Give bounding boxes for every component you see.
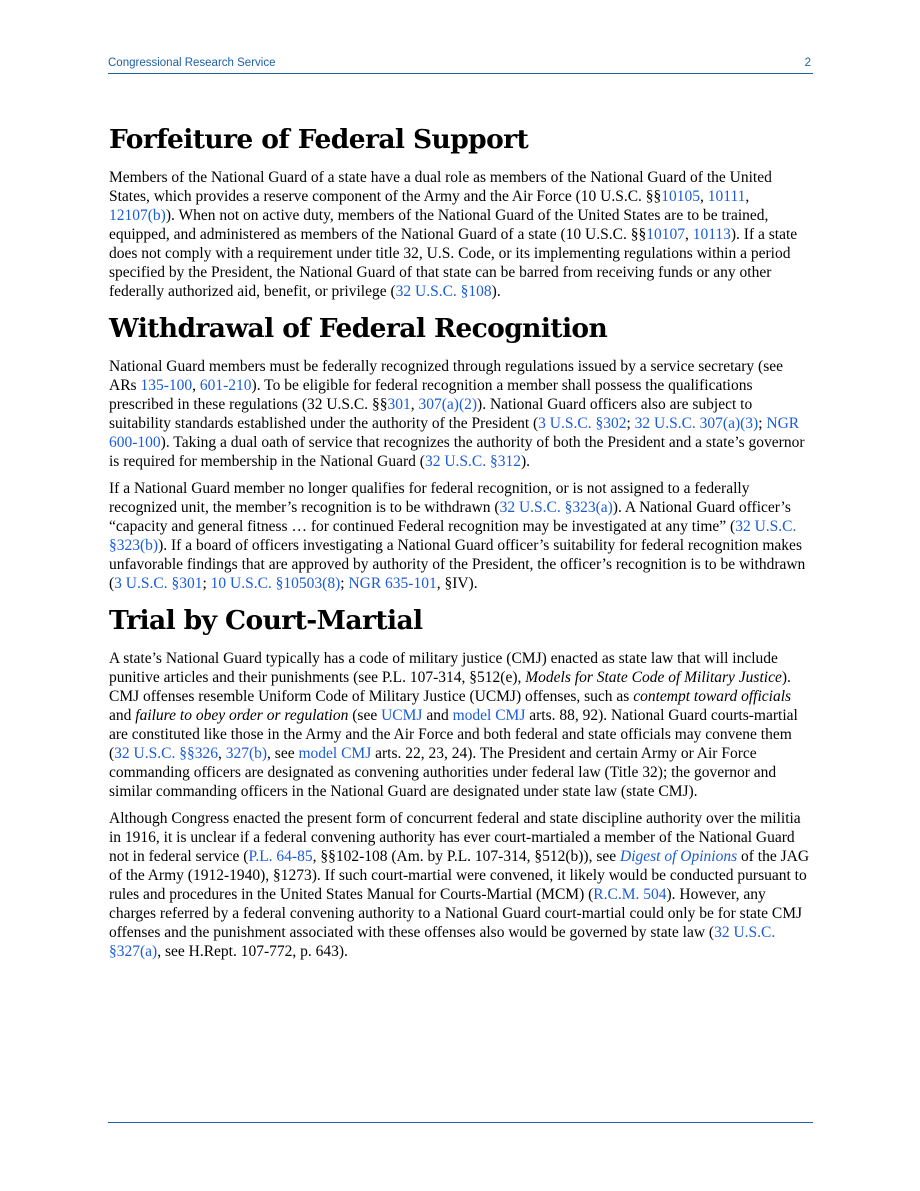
citation-link[interactable]: 32 U.S.C. §327(a) <box>109 924 776 960</box>
italic-text: contempt toward officials <box>633 688 792 705</box>
header-rule <box>108 73 813 74</box>
citation-link[interactable]: 601-210 <box>199 377 252 394</box>
text-run: , see <box>267 745 299 762</box>
text-run: ; <box>758 415 767 432</box>
citation-link[interactable]: 3 U.S.C. §301 <box>114 575 203 592</box>
document-body <box>109 122 813 969</box>
paragraph-court-martial-2 <box>109 809 813 961</box>
citation-link[interactable]: 10105 <box>661 188 701 205</box>
text-run: Although Congress enacted the present form of concurrent federal and state discipline authority over the militia in 1916, it is unclear if a federal convening authority has ever court-martialed a member of the National Guard not in federal service ( <box>109 810 801 865</box>
paragraph-forfeiture <box>109 168 813 301</box>
italic-text: failure to obey order or regulation <box>135 707 349 724</box>
citation-link[interactable]: NGR 600-100 <box>109 415 800 451</box>
text-run: ). Taking a dual oath of service that recognizes the authority of both the President and a state’s governor is required for membership in the National Guard ( <box>109 434 805 470</box>
citation-link[interactable]: UCMJ <box>381 707 423 724</box>
text-run: ). To be eligible for federal recognition a member shall possess the qualifications prescribed in these regulations (32 U.S.C. §§ <box>109 377 753 413</box>
text-run: (see <box>348 707 382 724</box>
text-run: , <box>410 396 419 413</box>
citation-link-italic[interactable]: Digest of Opinions <box>620 848 738 865</box>
citation-link[interactable]: 10 U.S.C. §10503(8) <box>210 575 341 592</box>
text-run: of the JAG of the Army (1912-1940), §1273). If such court-martial were convened, it likely would be conducted pursuant to rules and procedures in the United States Manual for Courts-Martial (MCM) ( <box>109 848 810 903</box>
citation-link[interactable]: R.C.M. 504 <box>593 886 667 903</box>
text-run: ). A National Guard officer’s “capacity and general fitness … for continued Federal recognition may be investigated at any time” ( <box>109 499 791 535</box>
text-run: ; <box>626 415 635 432</box>
text-run: ). However, any charges referred by a federal convening authority to a National Guard court-martial could only be for state CMJ offenses and the punishment associated with these offenses also would be governed by state law ( <box>109 886 803 941</box>
text-run: ). <box>491 283 501 300</box>
paragraph-withdrawal-2 <box>109 479 813 593</box>
citation-link[interactable]: 135-100 <box>140 377 193 394</box>
text-run: ). <box>520 453 531 470</box>
text-run: and <box>109 707 136 724</box>
paragraph-court-martial-1 <box>109 649 813 801</box>
section-heading-court-martial: Trial by Court-Martial <box>109 605 423 636</box>
text-run: , <box>745 188 750 205</box>
text-run: , see H.Rept. 107-772, p. 643). <box>157 943 348 960</box>
text-run: A state’s National Guard typically has a code of military justice (CMJ) enacted as state law that will include punitive articles and their punishments (see P.L. 107-314, §512(e), <box>109 650 778 686</box>
citation-link[interactable]: 12107(b) <box>109 207 166 224</box>
citation-link[interactable]: 32 U.S.C. §323(b) <box>109 518 797 554</box>
citation-link[interactable]: 32 U.S.C. §312 <box>424 453 521 470</box>
text-run: National Guard members must be federally recognized through regulations issued by a service secretary (see ARs <box>109 358 784 394</box>
text-run: arts. 88, 92). National Guard courts-martial are constituted like those in the Army and the Air Force and both federal and state officials may convene them ( <box>109 707 798 762</box>
citation-link[interactable]: NGR 635-101 <box>348 575 437 592</box>
text-run: , <box>684 226 693 243</box>
citation-link[interactable]: 301 <box>387 396 411 413</box>
citation-link[interactable]: 3 U.S.C. §302 <box>538 415 627 432</box>
text-run: , <box>192 377 200 394</box>
page-number: 2 <box>804 57 811 69</box>
citation-link[interactable]: model CMJ <box>298 745 372 762</box>
text-run: , §§102-108 (Am. by P.L. 107-314, §512(b)), see <box>312 848 620 865</box>
section-heading-forfeiture: Forfeiture of Federal Support <box>109 124 529 155</box>
section-heading-withdrawal: Withdrawal of Federal Recognition <box>109 313 608 344</box>
text-run: ; <box>202 575 211 592</box>
page-header <box>108 57 813 74</box>
citation-link[interactable]: 10113 <box>692 226 731 243</box>
footer-rule <box>108 1122 813 1123</box>
citation-link[interactable]: 10107 <box>646 226 685 243</box>
text-run: ). When not on active duty, members of the National Guard of the United States are to be trained, equipped, and administered as members of the National Guard of a state (10 U.S.C. §§ <box>109 207 769 243</box>
citation-link[interactable]: 327(b) <box>225 745 268 762</box>
citation-link[interactable]: 32 U.S.C. 307(a)(3) <box>634 415 759 432</box>
citation-link[interactable]: 10111 <box>707 188 746 205</box>
text-run: Members of the National Guard of a state have a dual role as members of the National Guard of the United States, which provides a reserve component of the Army and the Air Force (10 U.S.C. §§ <box>109 169 772 205</box>
text-run: ). If a state does not comply with a requirement under title 32, U.S. Code, or its implementing regulations within a period specified by the President, the National Guard of that state can be barred from receiving funds or any other federally authorized aid, benefit, or privilege ( <box>109 226 798 300</box>
citation-link[interactable]: model CMJ <box>452 707 526 724</box>
text-run: ). National Guard officers also are subject to suitability standards established under the authority of the President ( <box>109 396 753 432</box>
text-run: If a National Guard member no longer qualifies for federal recognition, or is not assigned to a federally recognized unit, the member’s recognition is to be withdrawn ( <box>109 480 750 516</box>
citation-link[interactable]: 32 U.S.C. §108 <box>395 283 492 300</box>
header-organization: Congressional Research Service <box>108 57 276 69</box>
citation-link[interactable]: 32 U.S.C. §323(a) <box>499 499 613 516</box>
text-run: and <box>422 707 453 724</box>
text-run: , <box>700 188 708 205</box>
text-run: ; <box>340 575 349 592</box>
paragraph-withdrawal-1 <box>109 357 813 471</box>
text-run: ). CMJ offenses resemble Uniform Code of Military Justice (UCMJ) offenses, such as <box>109 669 791 705</box>
text-run: ). If a board of officers investigating a National Guard officer’s suitability for federal recognition makes unfavorable findings that are approved by authority of the President, the officer’s recognition is to be withdrawn ( <box>109 537 806 592</box>
citation-link[interactable]: 307(a)(2) <box>418 396 478 413</box>
italic-text: Models for State Code of Military Justice <box>525 669 782 686</box>
citation-link[interactable]: P.L. 64-85 <box>248 848 313 865</box>
text-run: , <box>217 745 226 762</box>
text-run: , §IV). <box>436 575 478 592</box>
citation-link[interactable]: 32 U.S.C. §§326 <box>114 745 218 762</box>
text-run: arts. 22, 23, 24). The President and certain Army or Air Force commanding officers are designated as convening authorities under federal law (Title 32); the governor and similar commanding officers in the National Guard are designated under state law (state CMJ). <box>109 745 777 800</box>
